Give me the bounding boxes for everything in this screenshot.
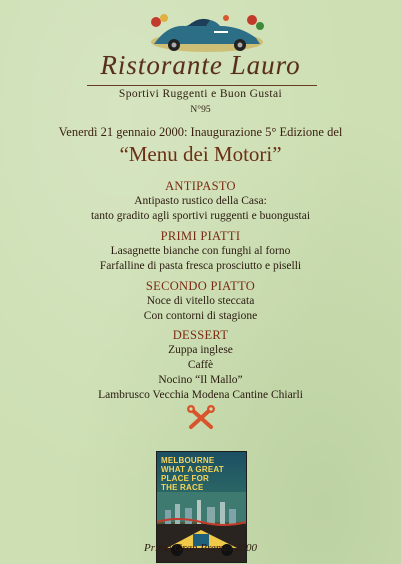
menu-item: Nocino “Il Mallo”: [158, 374, 243, 386]
restaurant-name: Ristorante Lauro: [100, 50, 301, 80]
course-primi: [0, 228, 401, 274]
event-line: Venerdì 21 gennaio 2000: Inaugurazione 5° Edizione del: [58, 125, 343, 139]
course-heading: ANTIPASTO: [165, 179, 236, 193]
poster-line: PLACE FOR: [161, 474, 210, 483]
course-heading: PRIMI PIATTI: [160, 229, 241, 243]
course-secondo: [0, 278, 401, 324]
course-heading: SECONDO PIATTO: [145, 279, 256, 293]
poster-line: WHAT A GREAT: [161, 465, 224, 474]
poster-headline: [161, 456, 242, 492]
menu-number: N°95: [190, 105, 211, 115]
menu-item: Farfalline di pasta fresca prosciutto e piselli: [99, 260, 302, 272]
menu-item: Zuppa inglese: [168, 344, 233, 356]
course-antipasto: [0, 178, 401, 224]
event-title: “Menu dei Motori”: [119, 142, 282, 166]
menu-item: tanto gradito agli sportivi ruggenti e buongustai: [90, 210, 311, 222]
racing-car-illustration: [148, 12, 266, 54]
menu-item: Antipasto rustico della Casa:: [134, 195, 267, 207]
menu-item: Noce di vitello steccata: [146, 295, 255, 307]
poster-line: MELBOURNE: [161, 456, 215, 465]
course-heading: DESSERT: [172, 328, 229, 342]
menu-item: Lasagnette bianche con funghi al forno: [110, 245, 291, 257]
poster-caption: Primo Gran Premio 2000: [144, 542, 257, 554]
brand-divider: [87, 85, 317, 86]
crossed-wrenches-icon: [186, 404, 216, 432]
poster-line: THE RACE: [161, 483, 204, 492]
menu-item: Lambrusco Vecchia Modena Cantine Chiarli: [98, 389, 303, 401]
menu-item: Con contorni di stagione: [143, 310, 258, 322]
menu-item: Caffè: [187, 359, 214, 371]
course-dessert: [0, 327, 401, 403]
tagline: Sportivi Ruggenti e Buon Gustai: [118, 88, 283, 100]
